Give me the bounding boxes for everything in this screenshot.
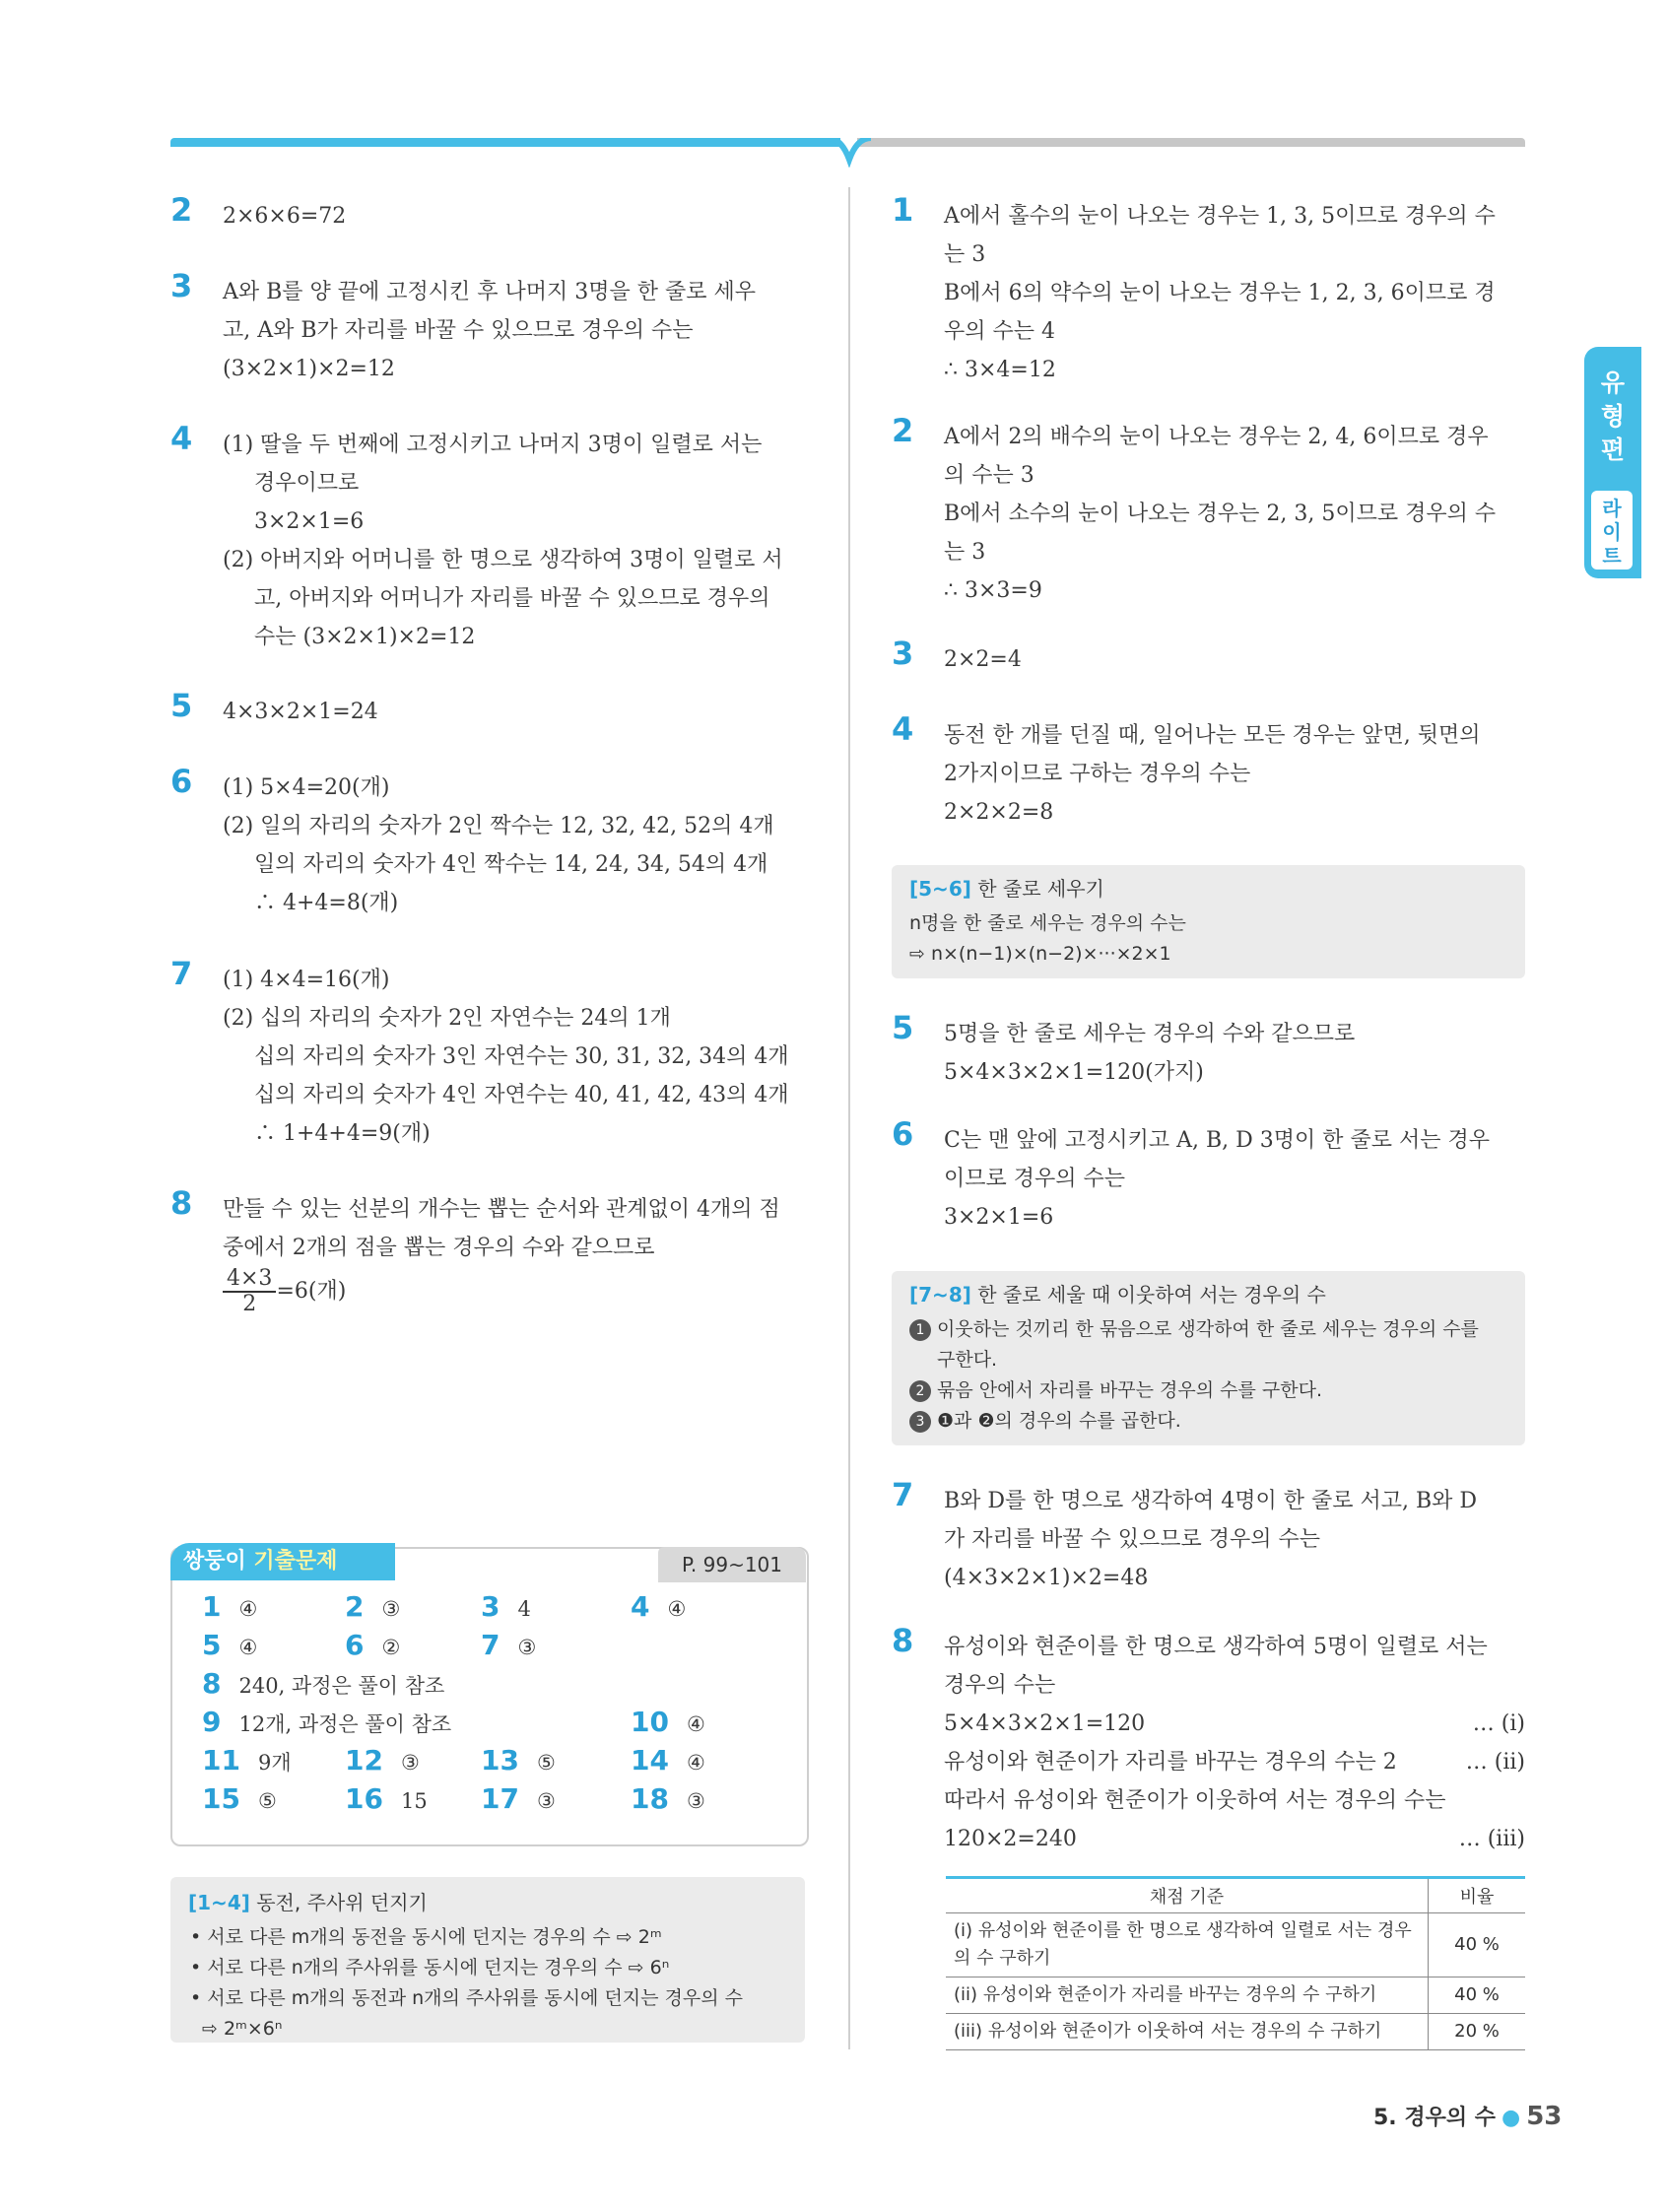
tip-line: • 서로 다른 n개의 주사위를 동시에 던지는 경우의 수 ⇨ 6ⁿ [190,1957,670,1978]
answer-number: 7 [170,955,193,992]
answer-line: 이므로 경우의 수는 [944,1167,1126,1191]
answer-line: 2×6×6=72 [223,204,347,229]
twin-answer-item [202,1629,257,1661]
answer-line: 수는 (3×2×1)×2=12 [254,625,476,649]
answer-line: (2) 아버지와 어머니를 한 명으로 생각하여 3명이 일렬로 서 [223,548,783,572]
answer-line: (1) 딸을 두 번째에 고정시키고 나머지 3명이 일렬로 서는 [223,433,763,457]
twin-answer-value: ④ [238,1636,258,1659]
twin-answer-number: 9 [202,1706,222,1738]
column-divider [848,187,850,2049]
fraction [223,1267,276,1316]
answer-line: (1) 5×4=20(개) [223,775,390,800]
tip-tag: [7~8] [909,1283,971,1307]
answer-line: (2) 십의 자리의 숫자가 2인 자연수는 24의 1개 [223,1006,671,1031]
twin-answer-value: ③ [517,1636,537,1659]
tip-tag: [1~4] [188,1891,250,1914]
answer-line: 경우의 수는 [944,1673,1056,1698]
twin-answer-item [202,1667,444,1700]
tip-line [909,1406,1479,1437]
twin-answer-item [202,1782,277,1815]
tip-title [909,873,1104,905]
answer-line [944,1705,1525,1743]
answer-line: (4×3×2×1)×2=48 [944,1566,1149,1590]
twin-answer-value: ③ [381,1597,401,1621]
twin-answer-number: 5 [202,1629,222,1661]
fraction-result: =6(개) [276,1279,347,1304]
twin-answer-number: 4 [631,1590,650,1623]
answer-number: 4 [170,420,193,457]
twin-answer-number: 13 [481,1744,519,1776]
fraction-line [223,1267,780,1316]
answer-line: 고, A와 B가 자리를 바꿀 수 있으므로 경우의 수는 [223,318,694,343]
twin-answer-number: 3 [481,1590,500,1623]
answer-line: 만들 수 있는 선분의 개수는 뽑는 순서와 관계없이 4개의 점 [223,1197,780,1222]
tip-body [190,1922,743,2044]
tip-line [909,1314,1479,1345]
grading-criteria: (ii) 유성이와 현준이가 자리를 바꾸는 경우의 수 구하기 [946,1977,1429,2014]
twin-answer-value: 15 [400,1789,428,1813]
twin-answer-number: 12 [345,1744,383,1776]
answer-number: 8 [892,1622,914,1659]
twin-answer-value: ③ [686,1789,705,1813]
twin-answer-item [202,1744,292,1776]
twin-answer-item [345,1782,428,1815]
step-mark: … (iii) [1458,1827,1525,1851]
page-number: 53 [1526,2102,1563,2131]
twin-answer-item [202,1590,257,1623]
grading-row [946,1913,1525,1977]
footer-dot-icon: ● [1501,2106,1521,2130]
step-mark: … (ii) [1465,1750,1525,1775]
answer-line: 동전 한 개를 던질 때, 일어나는 모든 경우는 앞면, 뒷면의 [944,723,1481,748]
twin-answer-number: 10 [631,1706,669,1738]
twin-answer-value: ② [381,1636,401,1659]
twin-answer-number: 18 [631,1782,669,1815]
answer-line: 2×2×2=8 [944,800,1054,825]
twin-answer-value: 240, 과정은 풀이 참조 [238,1674,445,1698]
step-1-ref-icon: ❶ [937,1410,955,1432]
answer-line: 경우이므로 [254,471,360,496]
answer-line: 2×2=4 [944,647,1022,672]
answer-line: 우의 수는 4 [944,319,1055,344]
answer-line-text: 5×4×3×2×1=120 [944,1711,1146,1736]
twin-problems-title [183,1547,337,1576]
tip-line: 구한다. [937,1349,998,1371]
twin-answer-value: ④ [686,1751,705,1775]
grading-header-ratio: 비율 [1429,1878,1526,1913]
twin-answer-number: 8 [202,1667,222,1700]
answer-line: B와 D를 한 명으로 생각하여 4명이 한 줄로 서고, B와 D [944,1489,1478,1513]
twin-answer-item [345,1590,400,1623]
twin-answer-value: ⑤ [257,1789,277,1813]
tip-line: ⇨ 2ᵐ×6ⁿ [202,2018,283,2040]
twin-answer-item [345,1744,420,1776]
answer-number: 1 [892,191,914,229]
twin-answer-value: ⑤ [536,1751,556,1775]
grading-ratio: 40 % [1429,1977,1526,2014]
tip-line: • 서로 다른 m개의 동전과 n개의 주사위를 동시에 던지는 경우의 수 [190,1987,744,2009]
tip-line-text: 묶음 안에서 자리를 바꾸는 경우의 수를 구한다. [937,1379,1323,1401]
twin-answer-number: 7 [481,1629,500,1661]
fraction-denominator: 2 [242,1292,257,1316]
step-2-icon: 2 [909,1380,931,1402]
answer-line: 유성이와 현준이를 한 명으로 생각하여 5명이 일렬로 서는 [944,1635,1488,1659]
grading-ratio: 40 % [1429,1913,1526,1977]
answer-line: 2가지이므로 구하는 경우의 수는 [944,762,1251,786]
step-1-icon: 1 [909,1319,931,1341]
grading-row [946,2014,1525,2050]
twin-answer-item [345,1629,400,1661]
tip-title-text: 한 줄로 세우기 [970,877,1104,901]
twin-answer-item [202,1706,451,1738]
answer-line: 의 수는 3 [944,463,1034,488]
tip-line: • 서로 다른 m개의 동전을 동시에 던지는 경우의 수 ⇨ 2ᵐ [190,1926,662,1948]
answer-line: B에서 소수의 눈이 나오는 경우는 2, 3, 5이므로 경우의 수 [944,502,1497,526]
answer-line: (1) 4×4=16(개) [223,968,390,992]
answer-number: 3 [892,635,914,672]
answer-number: 6 [892,1115,914,1153]
twin-answer-value: ③ [536,1789,556,1813]
grading-ratio: 20 % [1429,2014,1526,2050]
page-footer [1373,2101,1562,2131]
answer-line: 는 3 [944,242,986,267]
twin-answer-number: 17 [481,1782,519,1815]
top-accent-bar-left [170,138,840,147]
step-mark: … (i) [1472,1711,1525,1736]
twin-answer-number: 15 [202,1782,240,1815]
answer-number: 4 [892,710,914,748]
tip-line: ⇨ n×(n−1)×(n−2)×···×2×1 [909,943,1171,965]
answer-line: ∴ 4+4=8(개) [254,891,399,915]
tip-box-5-6 [892,865,1525,978]
tip-title-text: 동전, 주사위 던지기 [249,1891,428,1914]
twin-answer-item [631,1744,705,1776]
twin-answer-number: 2 [345,1590,365,1623]
step-3-icon: 3 [909,1411,931,1433]
twin-problems-pages: P. 99~101 [658,1547,806,1582]
answer-line: 십의 자리의 숫자가 3인 자연수는 30, 31, 32, 34의 4개 [254,1044,789,1069]
tip-tag: [5~6] [909,877,971,901]
twin-answer-value: ④ [686,1712,705,1736]
answer-line: A와 B를 양 끝에 고정시킨 후 나머지 3명을 한 줄로 세우 [223,280,757,304]
answer-number: 8 [170,1184,193,1222]
answer-line: 3×2×1=6 [254,509,365,534]
twin-answer-value: 12개, 과정은 풀이 참조 [238,1712,452,1736]
answer-number: 2 [170,191,193,229]
twin-answer-value: 4 [517,1597,531,1621]
answer-line: 고, 아버지와 어머니가 자리를 바꿀 수 있으므로 경우의 [254,586,770,611]
twin-answer-value: ④ [667,1597,687,1621]
answer-line-text: 유성이와 현준이가 자리를 바꾸는 경우의 수는 2 [944,1750,1397,1775]
answer-line: A에서 2의 배수의 눈이 나오는 경우는 2, 4, 6이므로 경우 [944,425,1489,449]
tip-box-7-8 [892,1271,1525,1445]
answer-number: 6 [170,763,193,800]
twin-answer-number: 11 [202,1744,240,1776]
side-tab-sub-label: 라 이 트 [1591,491,1633,570]
grading-table [946,1876,1525,2050]
tip-title [909,1279,1326,1310]
twin-answer-value: ③ [400,1751,420,1775]
answer-line: 5명을 한 줄로 세우는 경우의 수와 같으므로 [944,1022,1356,1046]
answer-line: 가 자리를 바꿀 수 있으므로 경우의 수는 [944,1527,1320,1552]
answer-line: 3×2×1=6 [944,1205,1054,1230]
twin-answer-value: 9개 [257,1751,292,1775]
answer-line: ∴ 1+4+4=9(개) [254,1121,431,1146]
tip-line-text: 과 ❷의 경우의 수를 곱한다. [954,1410,1181,1432]
grading-header-criteria: 채점 기준 [946,1878,1429,1913]
answer-number: 7 [892,1476,914,1513]
twin-answer-item [481,1590,531,1623]
answer-line: B에서 6의 약수의 눈이 나오는 경우는 1, 2, 3, 6이므로 경 [944,281,1496,305]
answer-number: 2 [892,412,914,449]
grading-criteria: (iii) 유성이와 현준이가 이웃하여 서는 경우의 수 구하기 [946,2014,1429,2050]
twin-title-part-b: 기출문제 [253,1549,338,1574]
answer-line: 중에서 2개의 점을 뽑는 경우의 수와 같으므로 [223,1236,655,1260]
twin-answer-number: 6 [345,1629,365,1661]
twin-answer-value: ④ [238,1597,258,1621]
tip-box-1-4 [170,1877,805,2043]
answer-line: 4×3×2×1=24 [223,700,378,724]
tip-line: n명을 한 줄로 세우는 경우의 수는 [909,912,1186,934]
answer-number: 5 [892,1009,914,1046]
answer-line: A에서 홀수의 눈이 나오는 경우는 1, 3, 5이므로 경우의 수 [944,204,1496,229]
answer-number: 5 [170,687,193,724]
answer-line-text: 120×2=240 [944,1827,1077,1851]
grading-header-row [946,1878,1525,1913]
tip-line-text: 이웃하는 것끼리 한 묶음으로 생각하여 한 줄로 세우는 경우의 수를 [937,1318,1479,1340]
answer-line [944,1820,1525,1858]
tip-body [909,1314,1479,1437]
chapter-title: 5. 경우의 수 [1373,2106,1496,2130]
answer-line: ∴ 3×4=12 [944,358,1056,382]
answer-number: 3 [170,267,193,304]
answer-line: ∴ 3×3=9 [944,578,1042,603]
answer-line: 는 3 [944,540,986,565]
answer-line: 따라서 유성이와 현준이가 이웃하여 서는 경우의 수는 [944,1788,1446,1813]
twin-answer-item [481,1744,556,1776]
twin-answer-item [631,1590,686,1623]
answer-line: C는 맨 앞에 고정시키고 A, B, D 3명이 한 줄로 서는 경우 [944,1128,1490,1153]
top-accent-bar-right [857,138,1525,147]
tip-line [909,1375,1479,1406]
answer-line: (2) 일의 자리의 숫자가 2인 짝수는 12, 32, 42, 52의 4개 [223,814,774,838]
answer-line: (3×2×1)×2=12 [223,357,395,381]
twin-answer-number: 1 [202,1590,222,1623]
answer-line: 십의 자리의 숫자가 4인 자연수는 40, 41, 42, 43의 4개 [254,1083,789,1107]
answer-line: 5×4×3×2×1=120(가지) [944,1060,1204,1085]
fraction-numerator: 4×3 [223,1267,276,1293]
grading-row [946,1977,1525,2014]
twin-answer-number: 16 [345,1782,383,1815]
top-bar-notch [828,138,871,168]
twin-answer-item [631,1782,705,1815]
twin-answer-item [631,1706,705,1738]
tip-title-text: 한 줄로 세울 때 이웃하여 서는 경우의 수 [970,1283,1326,1307]
twin-answer-item [481,1629,536,1661]
grading-criteria: (i) 유성이와 현준이를 한 명으로 생각하여 일렬로 서는 경우의 수 구하기 [946,1913,1429,1977]
tip-body [909,908,1186,970]
twin-answer-number: 14 [631,1744,669,1776]
twin-title-part-a: 쌍둥이 [183,1549,254,1574]
side-tab-main-label: 유 형 편 [1596,367,1630,467]
twin-answer-item [481,1782,556,1815]
tip-title [188,1887,428,1918]
answer-line [944,1743,1525,1781]
answer-line: 일의 자리의 숫자가 4인 짝수는 14, 24, 34, 54의 4개 [254,852,768,877]
